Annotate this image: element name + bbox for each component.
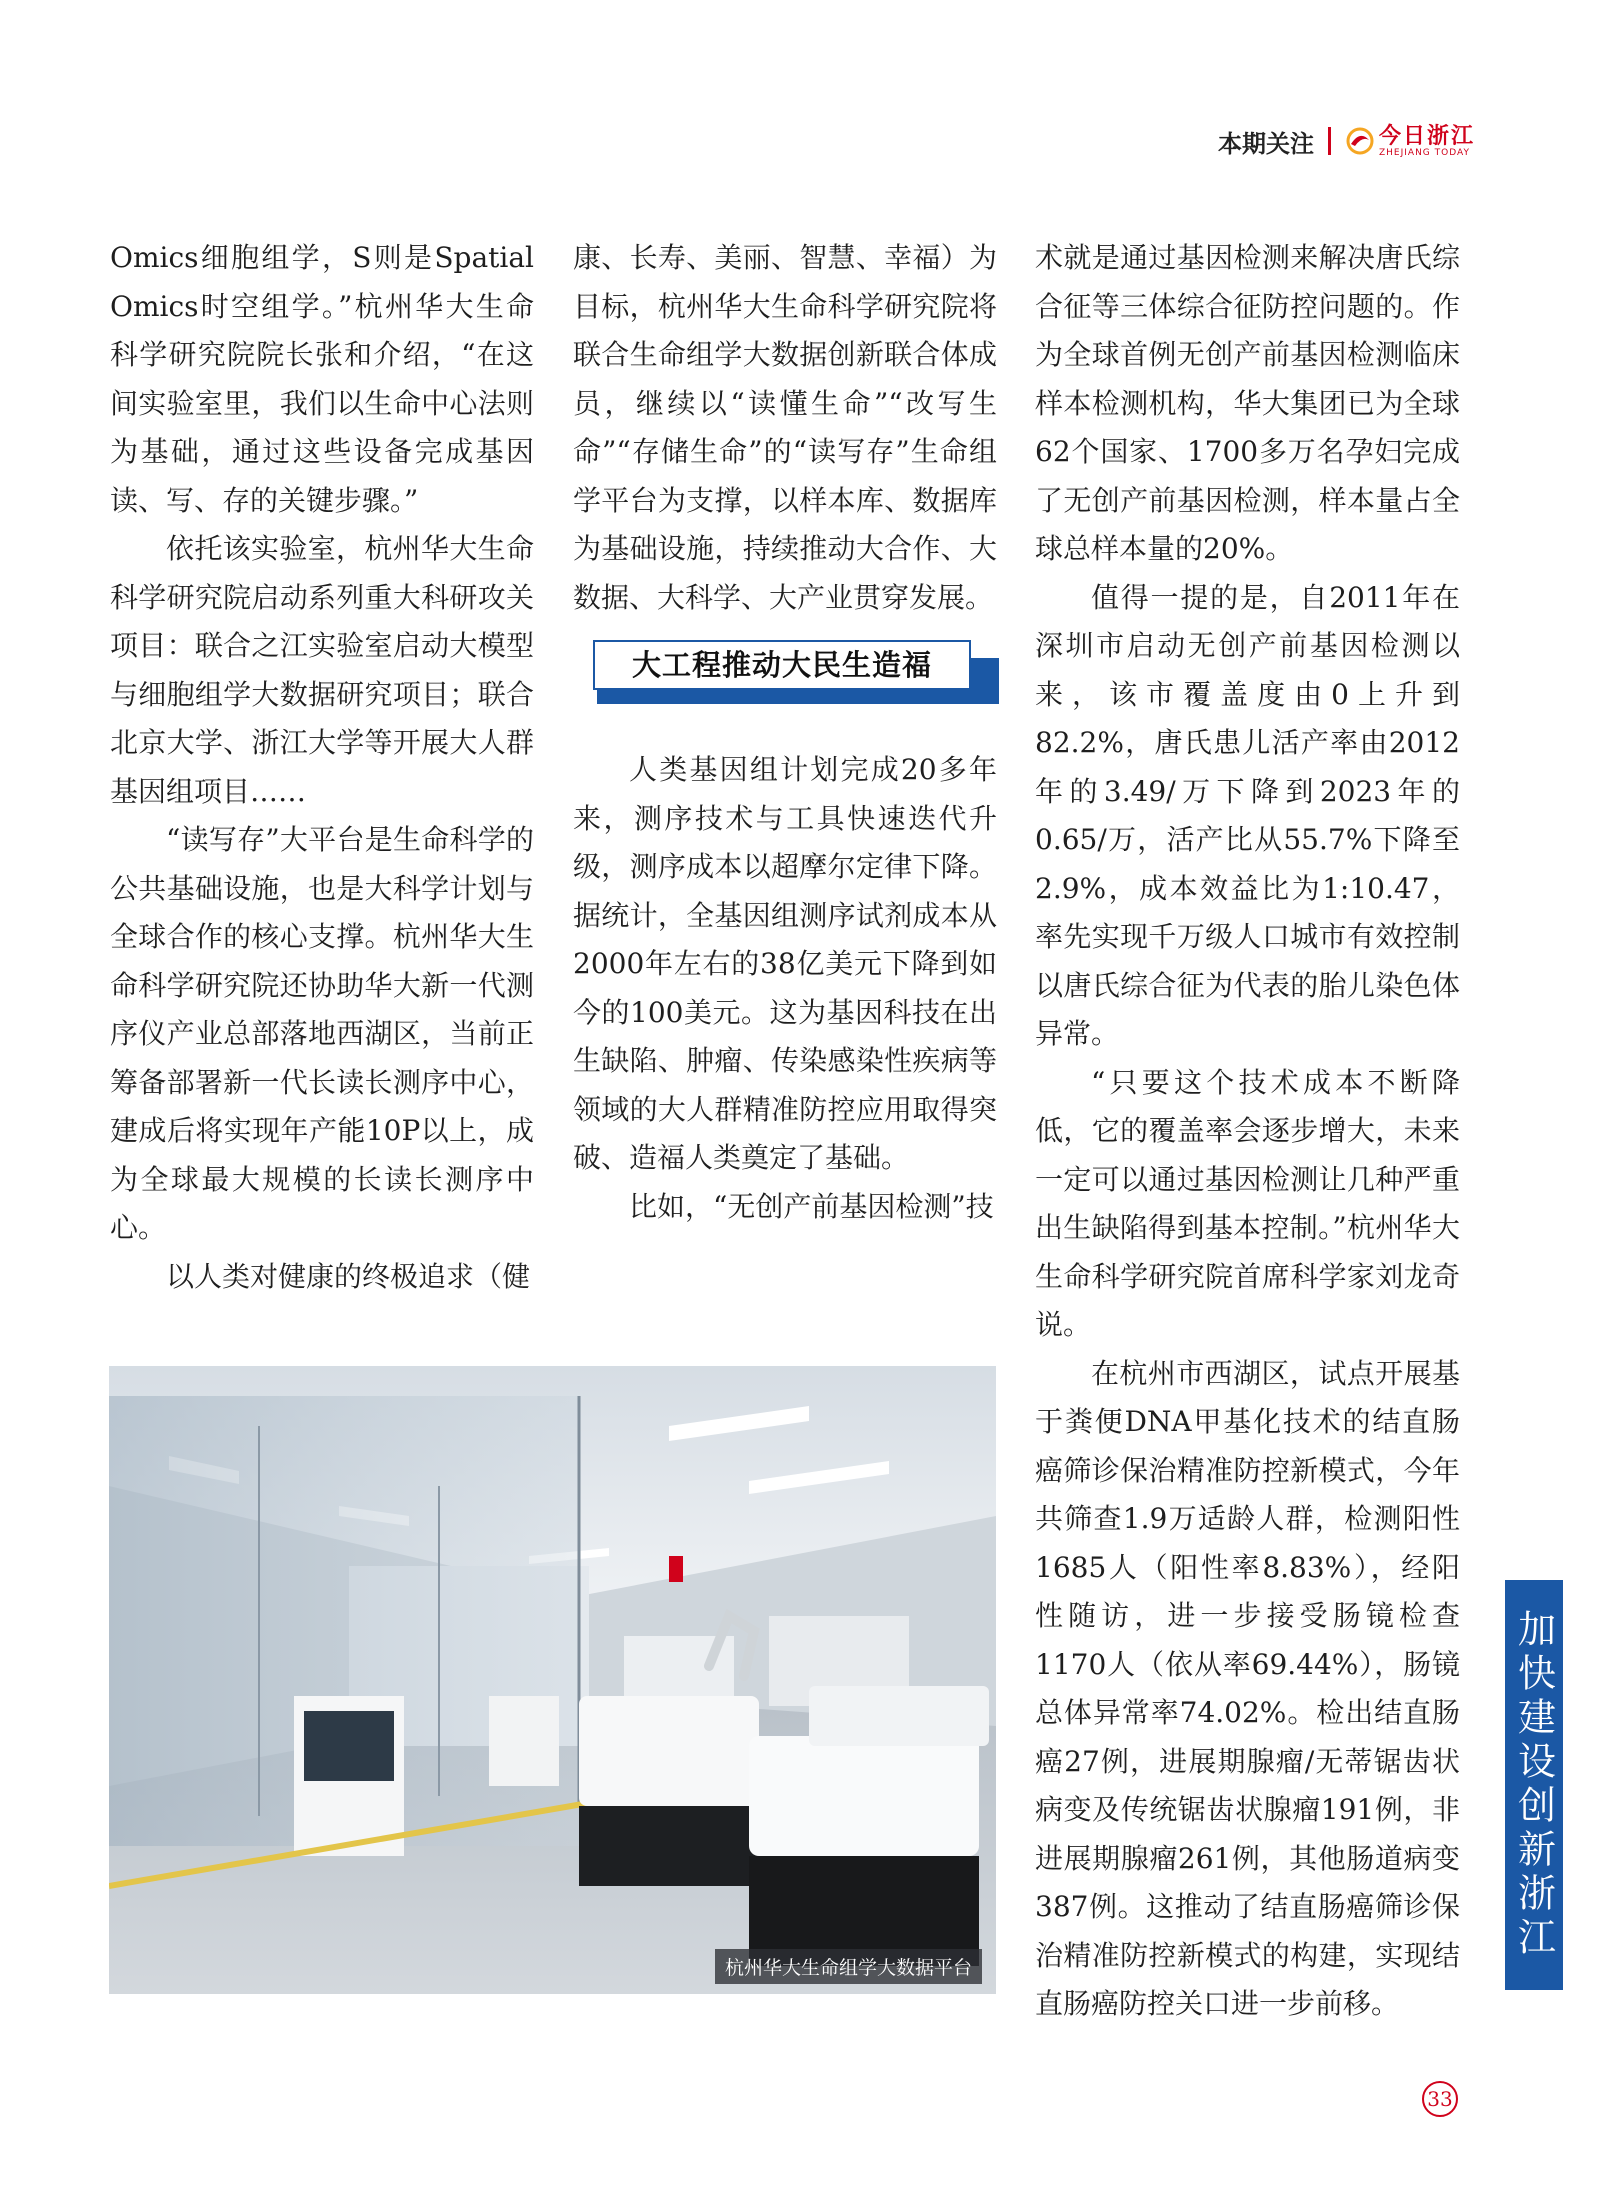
magazine-logo [1345, 122, 1475, 158]
page-header [1218, 118, 1475, 164]
paragraph: 在杭州市西湖区，试点开展基于粪便DNA甲基化技术的结直肠癌筛诊保治精准防控新模式，今年共筛查1.9万适龄人群，检测阳性1685人（阳性率8.83%），经阳性随访，进一步接受肠镜检查1170人（依从率69.44%），肠镜总体异常率74.02%。检出结直肠癌27例，进展期腺瘤/无蒂锯齿状病变及传统锯齿状腺瘤191例，非进展期腺瘤261例，其他肠道病变387例。这推动了结直肠癌筛诊保治精准防控新模式的构建，实现结直肠癌防控关口进一步前移。 [1035, 1356, 1460, 2020]
paragraph: “读写存”大平台是生命科学的公共基础设施，也是大科学计划与全球合作的核心支撑。杭州华大生命科学研究院还协助华大新一代测序仪产业总部落地西湖区，当前正筹备部署新一代长读长测序中心，建成后将实现年产能10P以上，成为全球最大规模的长读长测序中心。 [110, 823, 534, 1244]
paragraph: 依托该实验室，杭州华大生命科学研究院启动系列重大科研攻关项目：联合之江实验室启动大模型与细胞组学大数据研究项目；联合北京大学、浙江大学等开展大人群基因组项目…… [110, 532, 534, 808]
paragraph: 以人类对健康的终极追求（健 [166, 1259, 531, 1293]
lab-illustration [109, 1366, 996, 1994]
section-label: 本期关注 [1217, 129, 1314, 158]
paragraph: 人类基因组计划完成20多年来，测序技术与工具快速迭代升级，测序成本以超摩尔定律下降。据统计，全基因组测序试剂成本从2000年左右的38亿美元下降到如今的100美元。这为基因科技在出生缺陷、肿瘤、传染感染性疾病等领域的大人群精准防控应用取得突破、造福人类奠定了基础。 [573, 753, 997, 1174]
header-divider [1328, 127, 1331, 155]
paragraph: Omics细胞组学，S则是Spatial Omics时空组学。”杭州华大生命科学研究院院长张和介绍，“在这间实验室里，我们以生命中心法则为基础，通过这些设备完成基因读、写、存的关键步骤。” [110, 241, 534, 517]
logo-title: 今日浙江 [1378, 122, 1475, 149]
paragraph: 值得一提的是，自2011年在深圳市启动无创产前基因检测以来，该市覆盖度由0上升到82.2%，唐氏患儿活产率由2012年的3.49/万下降到2023年的0.65/万，活产比从55.7%下降至2.9%，成本效益比为1:10.47，率先实现千万级人口城市有效控制以唐氏综合征为代表的胎儿染色体异常。 [1035, 580, 1460, 1050]
page-number: 33 [1422, 2081, 1458, 2117]
text-column-3 [1035, 234, 1460, 2029]
text-column-1 [110, 234, 534, 1301]
side-tab-label: 加快建设创新浙江 [1511, 1609, 1556, 1961]
side-section-tab [1505, 1580, 1563, 1990]
section-subheading [573, 636, 997, 712]
lab-photo [109, 1366, 996, 1994]
text-column-2 [573, 234, 997, 1231]
photo-caption: 杭州华大生命组学大数据平台 [715, 1949, 982, 1984]
paragraph: “只要这个技术成本不断降低，它的覆盖率会逐步增大，未来一定可以通过基因检测让几种严重出生缺陷得到基本控制。”杭州华大生命科学研究院首席科学家刘龙奇说。 [1035, 1065, 1460, 1341]
subheading-title: 大工程推动大民生造福 [593, 640, 971, 690]
logo-subtitle: ZHEJIANG TODAY [1378, 147, 1470, 158]
paragraph: 术就是通过基因检测来解决唐氏综合征等三体综合征防控问题的。作为全球首例无创产前基因检测临床样本检测机构，华大集团已为全球62个国家、1700多万名孕妇完成了无创产前基因检测，样本量占全球总样本量的20%。 [1035, 241, 1460, 565]
logo-swirl-icon [1345, 126, 1375, 156]
paragraph: 康、长寿、美丽、智慧、幸福）为目标，杭州华大生命科学研究院将联合生命组学大数据创新联合体成员，继续以“读懂生命”“改写生命”“存储生命”的“读写存”生命组学平台为支撑，以样本库、数据库为基础设施，持续推动大合作、大数据、大科学、大产业贯穿发展。 [573, 241, 997, 614]
paragraph: 比如，“无创产前基因检测”技 [629, 1189, 994, 1223]
